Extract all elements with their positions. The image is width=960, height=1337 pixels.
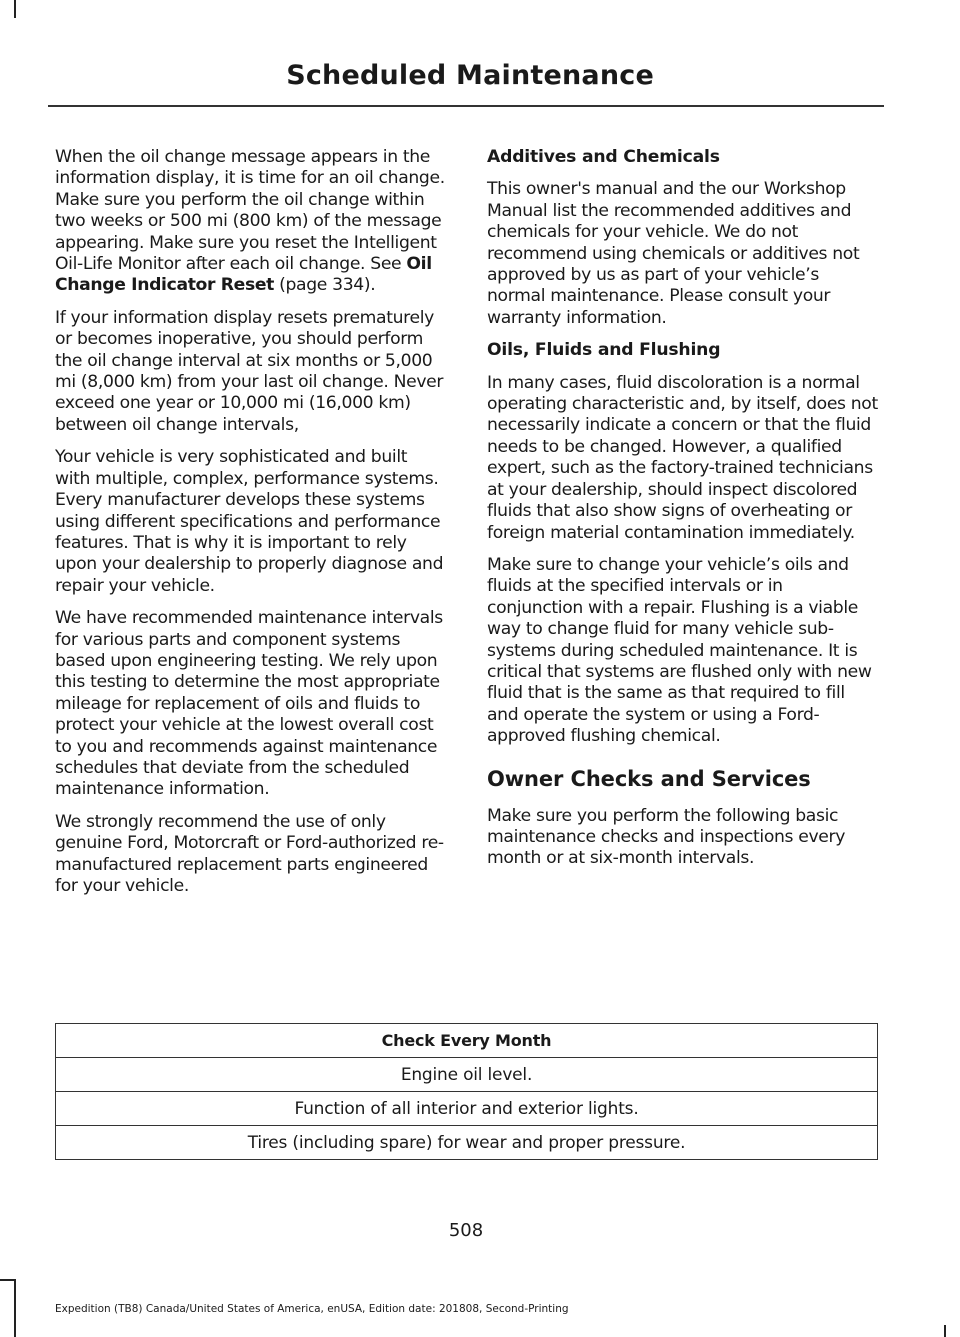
owner-checks-heading: Owner Checks and Services [487, 766, 811, 791]
page-number: 508 [448, 1220, 484, 1241]
table-row [56, 1126, 878, 1160]
oils-fluids-heading: Oils, Fluids and Flushing [487, 340, 721, 361]
left-column [55, 147, 447, 908]
table-cell: Engine oil level. [56, 1058, 878, 1092]
table-row [56, 1092, 878, 1126]
crop-mark-bottom-left [14, 1279, 16, 1337]
display-reset-paragraph: If your information display resets prematurely or becomes inoperative, you should perform the oil change interval at six months or 5,000 mi (8,000 km) from your last oil change. Never exceed one year or 10,000 mi (16,000 km) between oil change intervals, [55, 307, 444, 435]
table-cell: Tires (including spare) for wear and proper pressure. [56, 1126, 878, 1160]
crop-mark-bottom-left-h [0, 1279, 16, 1281]
flushing-paragraph: Make sure to change your vehicle’s oils and fluids at the specified intervals or in conjunction with a repair. Flushing is a viable way to change fluid for many vehicle sub-systems during scheduled maintenance. It is critical that systems are flushed only with new fluid that is the same as that required to fill and operate the system or using a Ford-approved flushing chemical. [487, 554, 872, 747]
additives-paragraph: This owner's manual and the our Workshop Manual list the recommended additives and chemicals for your vehicle. We do not recommend using chemicals or additives not approved by us as part of your vehicle’s normal maintenance. Please consult your warranty information. [487, 179, 860, 328]
oil-change-indicator-reset-link[interactable]: Oil Change Indicator Reset [55, 254, 432, 296]
page-title: Scheduled Maintenance [286, 60, 654, 91]
genuine-parts-paragraph: We strongly recommend the use of only genuine Ford, Motorcraft or Ford-authorized re-manufactured replacement parts engineered for your vehicle. [55, 811, 444, 896]
oil-change-text: When the oil change message appears in the information display, it is time for an oil change. Make sure you perform the oil change within two weeks or 500 mi (800 km) of the message appearing. Make sure you reset the Intelligent Oil-Life Monitor after each oil change. See [55, 147, 445, 275]
table-header: Check Every Month [56, 1024, 878, 1058]
maintenance-intervals-paragraph: We have recommended maintenance intervals for various parts and component systems based upon engineering testing. We rely upon this testing to determine the most appropriate mileage for replacement of oils and fluids to protect your vehicle at the lowest overall cost to you and recommends against maintenance schedules that deviate from the scheduled maintenance information. [55, 608, 443, 800]
crop-mark-top-left [14, 0, 16, 18]
page-reference: (page 334). [274, 275, 376, 296]
table-header-row [56, 1024, 878, 1058]
table-cell: Function of all interior and exterior lights. [56, 1092, 878, 1126]
table-row [56, 1058, 878, 1092]
fluid-discoloration-paragraph: In many cases, fluid discoloration is a normal operating characteristic and, by itself, does not necessarily indicate a concern or that the fluid needs to be changed. However, a qualified expert, such as the factory-trained technicians at your dealership, should inspect discolored fluids that also show signs of overheating or foreign material contamination immediately. [487, 372, 878, 543]
crop-mark-bottom-right [944, 1325, 946, 1337]
additives-heading: Additives and Chemicals [487, 147, 720, 167]
header-divider [48, 105, 884, 107]
right-column [487, 147, 879, 881]
edition-footer: Expedition (TB8) Canada/United States of America, enUSA, Edition date: 201808, Second-Printing [55, 1303, 569, 1315]
monthly-checks-table [55, 1023, 878, 1160]
sophisticated-vehicle-paragraph: Your vehicle is very sophisticated and built with multiple, complex, performance systems. Every manufacturer develops these systems using different specifications and performance features. That is why it is important to rely upon your dealership to properly diagnose and repair your vehicle. [55, 447, 444, 596]
owner-checks-paragraph: Make sure you perform the following basic maintenance checks and inspections every month or at six-month intervals. [487, 805, 846, 869]
oil-change-paragraph [55, 147, 447, 297]
